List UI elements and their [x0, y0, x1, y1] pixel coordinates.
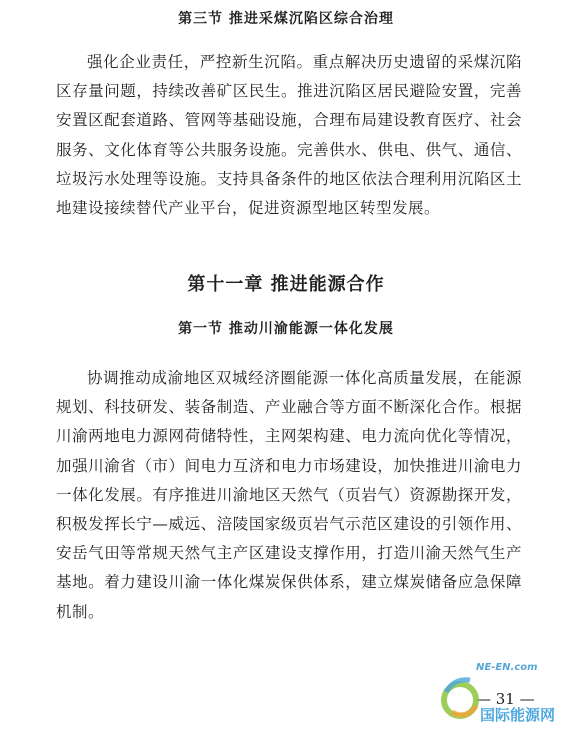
section-1-title: 第一节 推动川渝能源一体化发展: [178, 321, 394, 337]
watermark-domain-text: NE-EN.com: [476, 662, 538, 673]
section-3-title: 第三节 推进采煤沉陷区综合治理: [178, 11, 394, 27]
watermark-logo: [432, 660, 572, 730]
section-1-paragraph: 协调推动成渝地区双城经济圈能源一体化高质量发展，在能源规划、科技研发、装备制造、产业融合等方面不断深化合作。根据川渝两地电力源网荷储特性，主网架构建、电力流向优化等情况，加强川渝省（市）间电力互济和电力市场建设，加快推进川渝电力一体化发展。有序推进川渝地区天然气（页岩气）资源勘探开发，积极发挥长宁—威远、涪陵国家级页岩气示范区建设的引领作用、安岳气田等常规天然气主产区建设支撑作用，打造川渝天然气生产基地。着力建设川渝一体化煤炭保供体系，建立煤炭储备应急保障机制。: [56, 369, 522, 621]
section-3-paragraph: 强化企业责任，严控新生沉陷。重点解决历史遗留的采煤沉陷区存量问题，持续改善矿区民生。推进沉陷区居民避险安置，完善安置区配套道路、管网等基础设施，合理布局建设教育医疗、社会服务、文化体育等公共服务设施。完善供水、供电、供气、通信、垃圾污水处理等设施。支持具备条件的地区依法合理利用沉陷区土地建设接续替代产业平台，促进资源型地区转型发展。: [56, 53, 522, 218]
page-number: — 31 —: [476, 690, 535, 708]
chapter-11-title: 第十一章 推进能源合作: [187, 274, 385, 295]
watermark-site-name: 国际能源网: [480, 706, 556, 724]
